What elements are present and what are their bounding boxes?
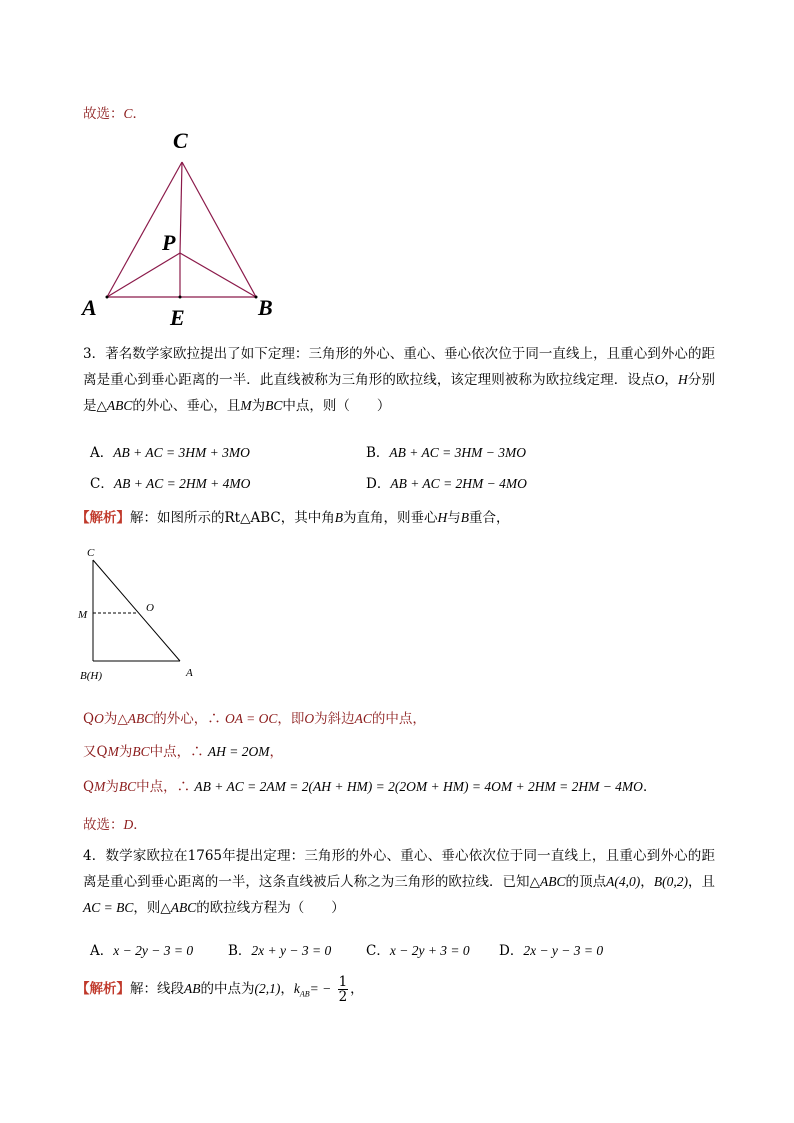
answer-line-q3: 故选：D． (83, 817, 147, 833)
answer-line-top: 故选：C． (83, 106, 147, 122)
figure-triangle-abc-p (70, 120, 290, 335)
solution-3-line-4: QM为BC中点，∴ AB + AC = 2AM = 2(AH + HM) = 2(2OM + HM) = 4OM + 2HM = 2HM − 4MO． (83, 779, 657, 795)
fig1-label-p: P (162, 230, 176, 255)
q4-option-d[interactable]: D．2x − y − 3 = 0 (499, 943, 604, 959)
fraction-one-half: $\frac{1}{2}$ (338, 974, 348, 1005)
figure-right-triangle (70, 540, 210, 690)
fig2-label-bh: B(H) (80, 670, 102, 682)
fig2-label-m: M (78, 609, 88, 621)
q3-option-b[interactable]: B．AB + AC = 3HM − 3MO (366, 445, 526, 461)
question-4-text: 4．数学家欧拉在1765年提出定理：三角形的外心、重心、垂心依次位于同一直线上，且重心到外心的距离是重心到垂心距离的一半，这条直线被后人称之为三角形的欧拉线．已知△ABC的顶点A(4,0)，B(0,2)，且AC = BC，则△ABC的欧拉线方程为（ ） (83, 848, 716, 916)
fig1-label-a: A (82, 295, 97, 320)
solution-4-line-1: 【解析】解：线段AB的中点为(2,1)，$k_{AB}=$ − $\frac{1}{2}$ ， (76, 974, 364, 1005)
q4-option-c[interactable]: C．x − 2y + 3 = 0 (366, 943, 470, 959)
fig1-label-e: E (170, 305, 185, 330)
fig2-label-o: O (146, 602, 154, 614)
fig2-label-a: A (186, 667, 193, 679)
fig1-label-b: B (258, 295, 273, 320)
q3-option-a[interactable]: A．AB + AC = 3HM + 3MO (90, 445, 250, 461)
solution-3-line-3: 又QM为BC中点，∴ AH = 2OM， (83, 744, 283, 760)
q3-option-d[interactable]: D．AB + AC = 2HM − 4MO (366, 476, 527, 492)
fig1-label-c: C (173, 128, 188, 153)
solution-3-line-1: 【解析】解：如图所示的Rt△ABC，其中角B为直角，则垂心H与B重合， (76, 510, 510, 526)
solution-3-line-2: QO为△ABC的外心，∴ OA = OC，即O为斜边AC的中点， (83, 711, 426, 727)
q4-option-b[interactable]: B．2x + y − 3 = 0 (228, 943, 332, 959)
question-3-text: 3．著名数学家欧拉提出了如下定理：三角形的外心、重心、垂心依次位于同一直线上，且重心到外心的距离是重心到垂心距离的一半．此直线被称为三角形的欧拉线，该定理则被称为欧拉线定理．设点O，H分别是△ABC的外心、垂心，且M为BC中点，则（ ） (83, 346, 716, 414)
q3-option-c[interactable]: C．AB + AC = 2HM + 4MO (90, 476, 251, 492)
q4-option-a[interactable]: A．x − 2y − 3 = 0 (90, 943, 194, 959)
fig2-label-c: C (87, 547, 95, 559)
